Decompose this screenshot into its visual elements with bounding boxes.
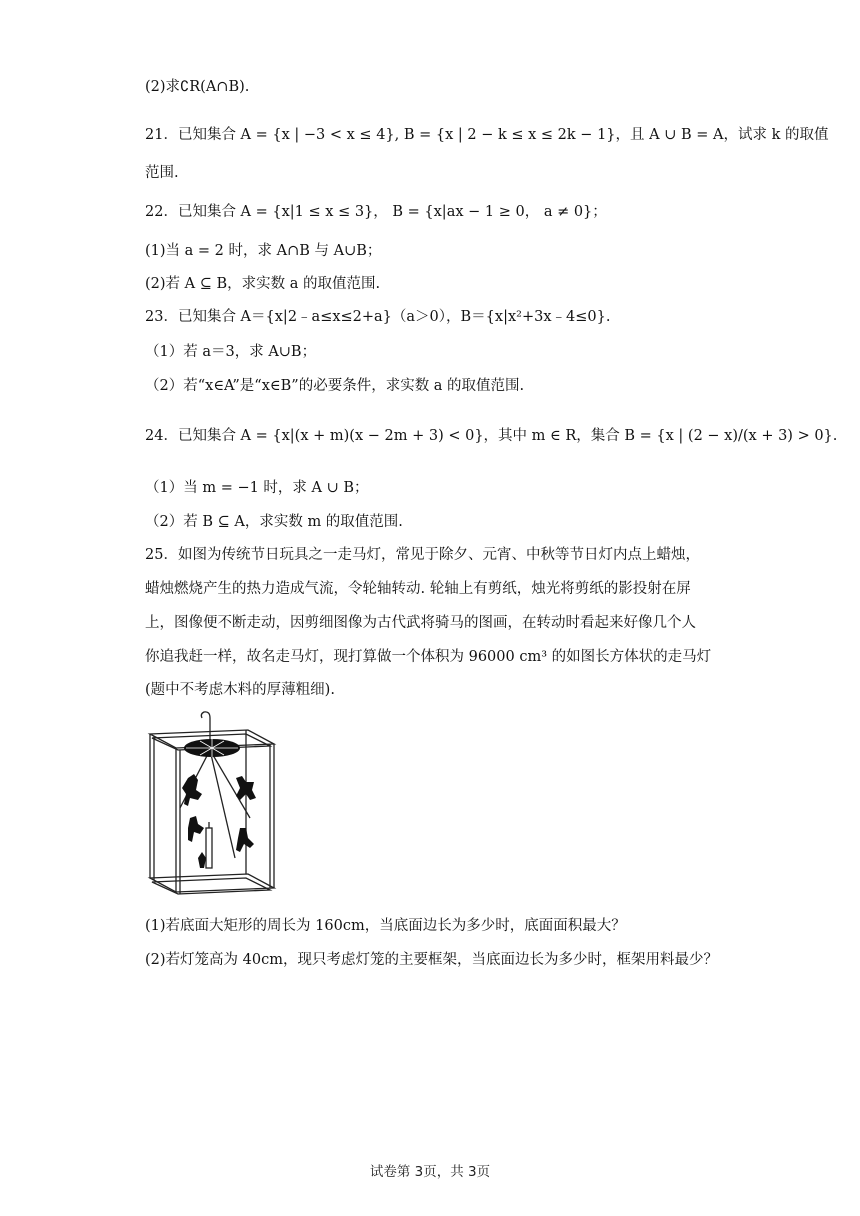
q23-part2: （2）若“x∈A”是“x∈B”的必要条件，求实数 a 的取值范围. — [145, 378, 525, 394]
q22-part1: (1)当 a = 2 时，求 A∩B 与 A∪B； — [145, 243, 382, 259]
q22-stem: 22．已知集合 A = {x|1 ≤ x ≤ 3}， B = {x|ax − 1 ≥ 0， a ≠ 0}； — [145, 204, 607, 220]
page-footer: 试卷第 3页，共 3页 — [369, 1164, 491, 1180]
q25-part1: (1)若底面大矩形的周长为 160cm，当底面边长为多少时，底面面积最大？ — [145, 918, 626, 934]
q25-part2: (2)若灯笼高为 40cm，现只考虑灯笼的主要框架，当底面边长为多少时，框架用料最少？ — [145, 952, 718, 968]
q24-stem: 24．已知集合 A = {x|(x + m)(x − 2m + 3) < 0}，其中 m ∈ R，集合 B = {x | (2 − x)/(x + 3) > 0}. — [145, 428, 838, 444]
q24-part2: （2）若 B ⊆ A，求实数 m 的取值范围. — [145, 514, 403, 530]
q23-part1: （1）若 a＝3，求 A∪B； — [145, 344, 317, 360]
q23-stem: 23．已知集合 A＝{x|2﹣a≤x≤2+a}（a＞0），B＝{x|x²+3x﹣4≤0}. — [145, 309, 611, 325]
q24-part1: （1）当 m = −1 时，求 A ∪ B； — [145, 480, 369, 496]
q25-stem-2: 蜡烛燃烧产生的热力造成气流，令轮轴转动. 轮轴上有剪纸，烛光将剪纸的影投射在屏 — [145, 581, 691, 597]
q25-stem-3: 上，图像便不断走动，因剪细图像为古代武将骑马的图画，在转动时看起来好像几个人 — [145, 615, 696, 631]
q25-stem-1: 25．如图为传统节日玩具之一走马灯，常见于除夕、元宵、中秋等节日灯内点上蜡烛， — [145, 547, 700, 563]
lantern-figure — [140, 708, 280, 908]
q25-stem-5: (题中不考虑木料的厚薄粗细). — [145, 682, 335, 698]
q21-stem-cont: 范围. — [145, 165, 179, 181]
q25-stem-4: 你追我赶一样，故名走马灯，现打算做一个体积为 96000 cm³ 的如图长方体状的走马灯 — [145, 649, 712, 665]
q20-part2: (2)求∁R(A∩B). — [145, 79, 250, 95]
q21-stem: 21．已知集合 A = {x | −3 < x ≤ 4}, B = {x | 2 − k ≤ x ≤ 2k − 1}，且 A ∪ B = A，试求 k 的取值 — [145, 127, 829, 143]
q22-part2: (2)若 A ⊆ B，求实数 a 的取值范围. — [145, 276, 381, 292]
